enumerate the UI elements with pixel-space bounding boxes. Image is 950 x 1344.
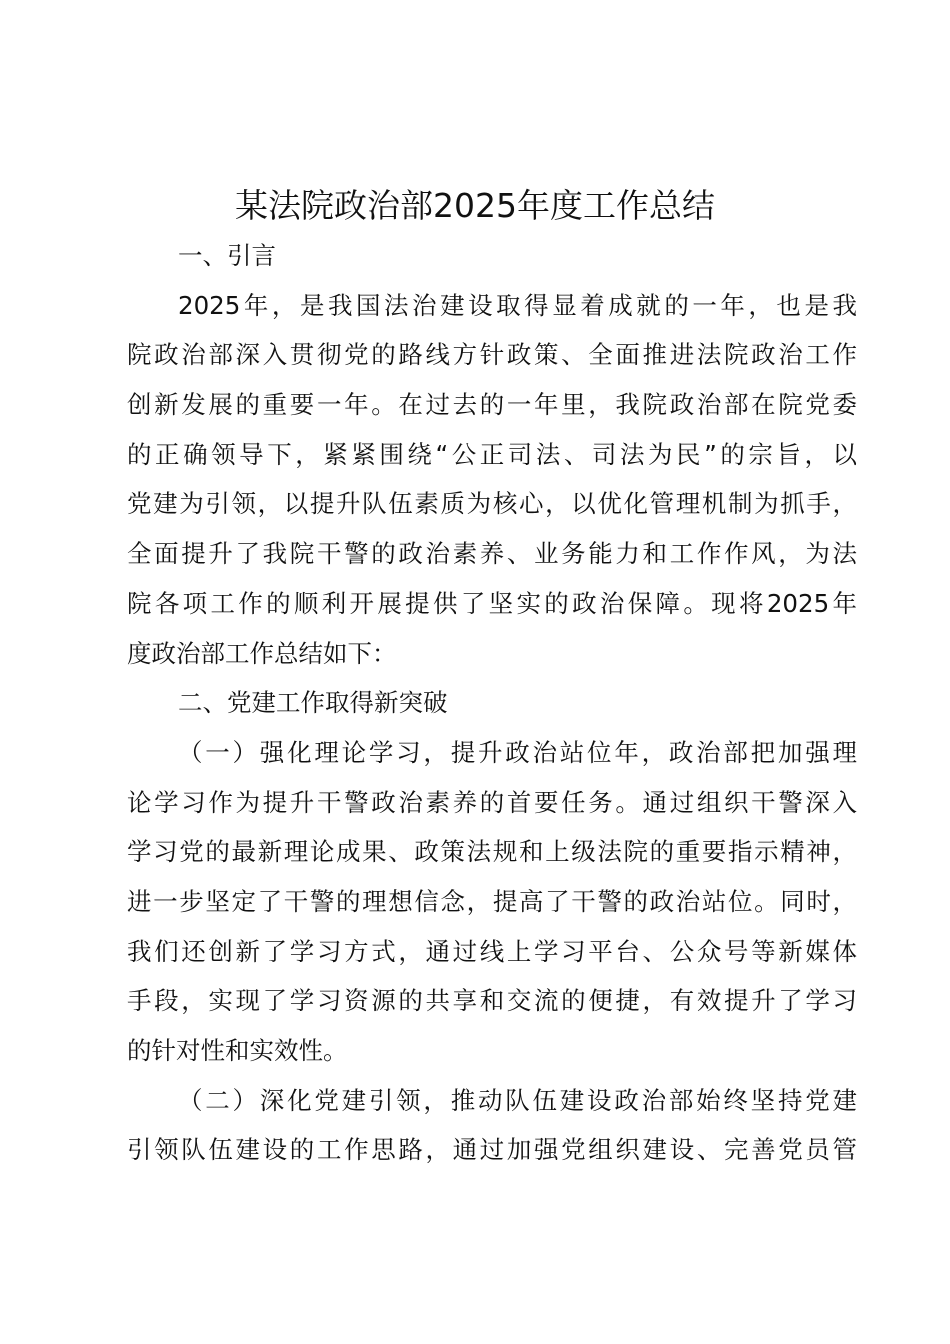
document-title: 某法院政治部2025年度工作总结 — [235, 186, 715, 225]
section-heading-party-building: 二、党建工作取得新突破 — [178, 688, 448, 718]
paragraph-line: 全面提升了我院干警的政治素养、业务能力和工作作风，为法 — [127, 539, 857, 569]
section-heading-introduction: 一、引言 — [178, 241, 276, 270]
paragraph-line: 学习党的最新理论成果、政策法规和上级法院的重要指示精神， — [127, 837, 857, 867]
paragraph-line: 的正确领导下，紧紧围绕“公正司法、司法为民”的宗旨，以 — [127, 439, 857, 469]
paragraph-line: （二）深化党建引领，推动队伍建设政治部始终坚持党建 — [178, 1085, 857, 1115]
paragraph-line: 院政治部深入贯彻党的路线方针政策、全面推进法院政治工作 — [127, 340, 857, 370]
paragraph-line: 党建为引领，以提升队伍素质为核心，以优化管理机制为抓手， — [127, 489, 857, 519]
paragraph-line: 院各项工作的顺利开展提供了坚实的政治保障。现将2025年 — [127, 588, 857, 618]
paragraph-line: 进一步坚定了干警的理想信念，提高了干警的政治站位。同时， — [127, 886, 857, 916]
paragraph-line: 我们还创新了学习方式，通过线上学习平台、公众号等新媒体 — [127, 936, 857, 966]
paragraph-line: （一）强化理论学习，提升政治站位年，政治部把加强理 — [178, 737, 857, 767]
paragraph-line: 创新发展的重要一年。在过去的一年里，我院政治部在院党委 — [127, 390, 857, 420]
paragraph-line: 引领队伍建设的工作思路，通过加强党组织建设、完善党员管 — [127, 1135, 857, 1165]
paragraph-line: 度政治部工作总结如下： — [127, 638, 397, 668]
paragraph-line: 的针对性和实效性。 — [127, 1036, 348, 1065]
paragraph-line: 2025年，是我国法治建设取得显着成就的一年，也是我 — [178, 290, 857, 320]
paragraph-line: 手段，实现了学习资源的共享和交流的便捷，有效提升了学习 — [127, 986, 857, 1016]
document-body — [127, 231, 857, 1175]
paragraph-line: 论学习作为提升干警政治素养的首要任务。通过组织干警深入 — [127, 787, 857, 817]
